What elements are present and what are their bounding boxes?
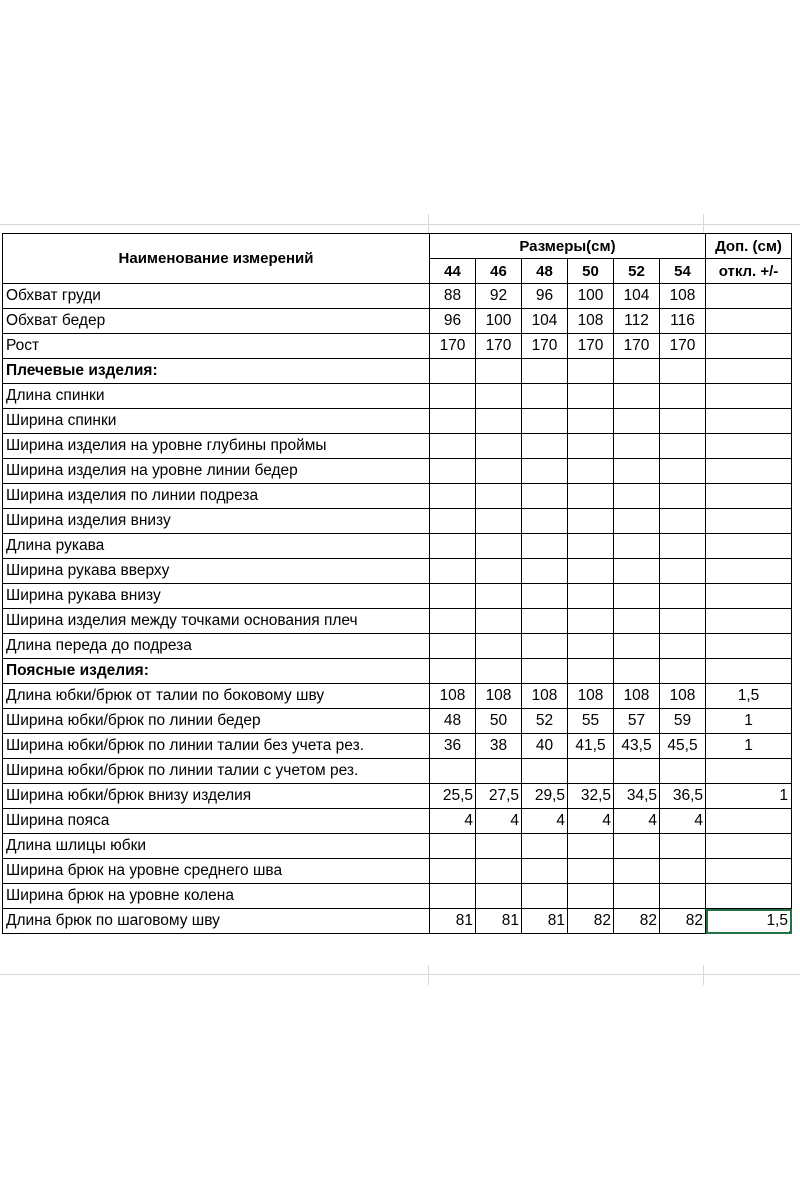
gridline [703, 214, 704, 233]
size-value-cell[interactable] [476, 834, 522, 859]
size-value-cell[interactable] [660, 409, 706, 434]
size-value-cell[interactable] [660, 359, 706, 384]
size-value-cell[interactable] [522, 459, 568, 484]
size-value-cell[interactable]: 32,5 [568, 784, 614, 809]
deviation-cell[interactable] [706, 659, 792, 684]
measurement-name-cell[interactable]: Обхват груди [3, 284, 430, 309]
table-row [3, 734, 792, 759]
deviation-cell[interactable] [706, 284, 792, 309]
size-value-cell[interactable] [660, 559, 706, 584]
size-value-cell[interactable] [476, 859, 522, 884]
table-row [3, 409, 792, 434]
size-value-cell[interactable] [660, 884, 706, 909]
gridline [703, 965, 704, 985]
size-value-cell[interactable] [430, 559, 476, 584]
table-row [3, 784, 792, 809]
deviation-cell[interactable] [706, 434, 792, 459]
table-row [3, 534, 792, 559]
size-value-cell[interactable] [614, 434, 660, 459]
deviation-cell[interactable]: 1 [706, 784, 792, 809]
table-row [3, 309, 792, 334]
measurement-name-cell[interactable]: Ширина рукава вверху [3, 559, 430, 584]
measurement-name-cell[interactable]: Обхват бедер [3, 309, 430, 334]
size-value-cell[interactable] [522, 834, 568, 859]
size-value-cell[interactable] [430, 859, 476, 884]
size-value-cell[interactable]: 81 [430, 909, 476, 934]
size-header[interactable]: 50 [568, 259, 614, 284]
measurement-name-cell[interactable]: Ширина юбки/брюк по линии талии с учетом рез. [3, 759, 430, 784]
size-value-cell[interactable] [476, 634, 522, 659]
section-row [3, 659, 792, 684]
size-value-cell[interactable]: 104 [522, 309, 568, 334]
size-value-cell[interactable] [476, 484, 522, 509]
size-value-cell[interactable] [430, 884, 476, 909]
deviation-cell[interactable]: 1,5 [706, 684, 792, 709]
size-value-cell[interactable] [430, 759, 476, 784]
deviation-cell[interactable] [706, 334, 792, 359]
size-value-cell[interactable] [476, 359, 522, 384]
size-value-cell[interactable] [430, 509, 476, 534]
measurement-name-header[interactable]: Наименование измерений [3, 234, 430, 284]
size-value-cell[interactable]: 82 [660, 909, 706, 934]
size-value-cell[interactable] [614, 384, 660, 409]
table-row [3, 559, 792, 584]
section-row [3, 359, 792, 384]
size-value-cell[interactable] [660, 759, 706, 784]
measurement-name-cell[interactable]: Ширина изделия на уровне глубины проймы [3, 434, 430, 459]
size-value-cell[interactable] [476, 409, 522, 434]
deviation-cell[interactable] [706, 534, 792, 559]
deviation-cell[interactable] [706, 484, 792, 509]
size-value-cell[interactable] [660, 384, 706, 409]
size-value-cell[interactable] [430, 609, 476, 634]
size-value-cell[interactable] [614, 534, 660, 559]
size-value-cell[interactable] [568, 659, 614, 684]
size-value-cell[interactable]: 108 [476, 684, 522, 709]
measurement-name-cell[interactable]: Ширина юбки/брюк по линии талии без учета рез. [3, 734, 430, 759]
size-value-cell[interactable]: 4 [522, 809, 568, 834]
measurement-name-cell[interactable]: Ширина брюк на уровне колена [3, 884, 430, 909]
size-value-cell[interactable]: 108 [522, 684, 568, 709]
size-value-cell[interactable] [430, 584, 476, 609]
deviation-cell[interactable]: 1 [706, 734, 792, 759]
size-value-cell[interactable] [568, 634, 614, 659]
size-value-cell[interactable] [430, 484, 476, 509]
size-value-cell[interactable]: 170 [522, 334, 568, 359]
measurement-name-cell[interactable]: Ширина пояса [3, 809, 430, 834]
table-row [3, 684, 792, 709]
size-value-cell[interactable] [522, 484, 568, 509]
size-value-cell[interactable] [614, 559, 660, 584]
measurement-name-cell[interactable]: Ширина изделия на уровне линии бедер [3, 459, 430, 484]
size-value-cell[interactable]: 170 [476, 334, 522, 359]
size-value-cell[interactable] [660, 459, 706, 484]
size-value-cell[interactable] [522, 534, 568, 559]
size-value-cell[interactable] [660, 859, 706, 884]
measurement-name-cell[interactable]: Длина спинки [3, 384, 430, 409]
size-chart-table [2, 233, 792, 934]
measurement-name-cell[interactable]: Рост [3, 334, 430, 359]
size-value-cell[interactable] [568, 884, 614, 909]
measurement-name-cell[interactable]: Длина шлицы юбки [3, 834, 430, 859]
size-value-cell[interactable] [568, 359, 614, 384]
size-value-cell[interactable] [614, 509, 660, 534]
measurement-name-cell[interactable]: Ширина изделия внизу [3, 509, 430, 534]
size-value-cell[interactable] [568, 559, 614, 584]
size-value-cell[interactable]: 82 [614, 909, 660, 934]
size-value-cell[interactable] [522, 634, 568, 659]
size-value-cell[interactable]: 108 [660, 284, 706, 309]
size-value-cell[interactable]: 50 [476, 709, 522, 734]
measurement-name-cell[interactable]: Ширина рукава внизу [3, 584, 430, 609]
size-value-cell[interactable]: 108 [568, 309, 614, 334]
size-value-cell[interactable]: 170 [430, 334, 476, 359]
size-value-cell[interactable] [614, 359, 660, 384]
sizes-header[interactable]: Размеры(см) [430, 234, 706, 259]
fill-handle[interactable] [789, 931, 792, 934]
size-value-cell[interactable]: 100 [568, 284, 614, 309]
size-value-cell[interactable]: 57 [614, 709, 660, 734]
table-row [3, 459, 792, 484]
size-value-cell[interactable] [522, 434, 568, 459]
size-value-cell[interactable]: 38 [476, 734, 522, 759]
deviation-cell[interactable] [706, 584, 792, 609]
size-value-cell[interactable] [430, 359, 476, 384]
size-value-cell[interactable] [430, 834, 476, 859]
size-value-cell[interactable]: 108 [430, 684, 476, 709]
size-value-cell[interactable]: 55 [568, 709, 614, 734]
size-value-cell[interactable] [522, 409, 568, 434]
size-header[interactable]: 52 [614, 259, 660, 284]
size-value-cell[interactable]: 4 [660, 809, 706, 834]
size-header[interactable]: 54 [660, 259, 706, 284]
table-body [3, 234, 792, 934]
size-value-cell[interactable] [660, 434, 706, 459]
size-value-cell[interactable] [522, 384, 568, 409]
measurement-name-cell[interactable]: Длина юбки/брюк от талии по боковому шву [3, 684, 430, 709]
table-row [3, 709, 792, 734]
table-row [3, 484, 792, 509]
size-value-cell[interactable]: 108 [614, 684, 660, 709]
size-value-cell[interactable] [660, 634, 706, 659]
measurement-name-cell[interactable]: Длина рукава [3, 534, 430, 559]
size-value-cell[interactable]: 43,5 [614, 734, 660, 759]
size-value-cell[interactable]: 170 [660, 334, 706, 359]
size-value-cell[interactable] [430, 409, 476, 434]
measurement-name-cell[interactable]: Ширина изделия по линии подреза [3, 484, 430, 509]
size-value-cell[interactable]: 4 [476, 809, 522, 834]
size-value-cell[interactable] [430, 434, 476, 459]
selected-deviation-cell[interactable] [706, 909, 792, 934]
deviation-cell[interactable] [706, 759, 792, 784]
size-value-cell[interactable]: 48 [430, 709, 476, 734]
table-row [3, 384, 792, 409]
size-value-cell[interactable] [614, 634, 660, 659]
size-value-cell[interactable]: 4 [614, 809, 660, 834]
table-row [3, 634, 792, 659]
size-header[interactable]: 46 [476, 259, 522, 284]
header-row-1 [3, 234, 792, 259]
measurement-name-cell[interactable]: Ширина брюк на уровне среднего шва [3, 859, 430, 884]
size-value-cell[interactable] [522, 509, 568, 534]
deviation-cell[interactable] [706, 609, 792, 634]
table-row [3, 759, 792, 784]
size-value-cell[interactable] [476, 459, 522, 484]
size-value-cell[interactable]: 45,5 [660, 734, 706, 759]
gridline [0, 224, 800, 225]
size-value-cell[interactable] [568, 484, 614, 509]
size-value-cell[interactable] [568, 459, 614, 484]
size-value-cell[interactable]: 4 [430, 809, 476, 834]
size-value-cell[interactable] [476, 509, 522, 534]
size-value-cell[interactable] [476, 659, 522, 684]
table-row [3, 834, 792, 859]
size-value-cell[interactable] [660, 609, 706, 634]
size-value-cell[interactable] [660, 584, 706, 609]
size-value-cell[interactable]: 82 [568, 909, 614, 934]
size-value-cell[interactable]: 81 [522, 909, 568, 934]
size-header[interactable]: 48 [522, 259, 568, 284]
gridline [0, 974, 800, 975]
size-value-cell[interactable] [522, 359, 568, 384]
size-value-cell[interactable] [660, 834, 706, 859]
size-value-cell[interactable] [522, 859, 568, 884]
table-row [3, 509, 792, 534]
deviation-cell[interactable] [706, 884, 792, 909]
size-value-cell[interactable]: 27,5 [476, 784, 522, 809]
size-value-cell[interactable] [568, 384, 614, 409]
size-value-cell[interactable] [522, 759, 568, 784]
size-value-cell[interactable] [476, 534, 522, 559]
size-value-cell[interactable]: 4 [568, 809, 614, 834]
size-value-cell[interactable] [568, 859, 614, 884]
deviation-cell[interactable] [706, 309, 792, 334]
size-value-cell[interactable]: 88 [430, 284, 476, 309]
size-value-cell[interactable] [660, 659, 706, 684]
size-value-cell[interactable] [476, 884, 522, 909]
measurement-name-cell[interactable]: Длина брюк по шаговому шву [3, 909, 430, 934]
size-value-cell[interactable] [522, 609, 568, 634]
deviation-subheader[interactable]: откл. +/- [706, 259, 792, 284]
size-value-cell[interactable]: 92 [476, 284, 522, 309]
size-value-cell[interactable] [614, 659, 660, 684]
table-row [3, 609, 792, 634]
size-value-cell[interactable] [476, 559, 522, 584]
deviation-header[interactable]: Доп. (см) [706, 234, 792, 259]
size-value-cell[interactable] [522, 584, 568, 609]
size-value-cell[interactable] [568, 834, 614, 859]
gridline [428, 214, 429, 233]
deviation-value: 1,5 [766, 912, 788, 930]
size-value-cell[interactable] [476, 584, 522, 609]
measurement-name-cell[interactable]: Ширина юбки/брюк внизу изделия [3, 784, 430, 809]
size-value-cell[interactable]: 59 [660, 709, 706, 734]
size-value-cell[interactable] [476, 759, 522, 784]
section-title-cell[interactable]: Плечевые изделия: [3, 359, 430, 384]
size-value-cell[interactable] [614, 859, 660, 884]
size-value-cell[interactable]: 81 [476, 909, 522, 934]
size-value-cell[interactable]: 112 [614, 309, 660, 334]
deviation-cell[interactable]: 1 [706, 709, 792, 734]
deviation-cell[interactable] [706, 559, 792, 584]
size-value-cell[interactable] [614, 484, 660, 509]
size-value-cell[interactable] [476, 384, 522, 409]
size-value-cell[interactable]: 170 [614, 334, 660, 359]
size-value-cell[interactable] [568, 434, 614, 459]
size-value-cell[interactable]: 36,5 [660, 784, 706, 809]
size-value-cell[interactable] [568, 409, 614, 434]
deviation-cell[interactable] [706, 634, 792, 659]
size-value-cell[interactable] [614, 609, 660, 634]
size-value-cell[interactable] [568, 759, 614, 784]
table-row [3, 434, 792, 459]
deviation-cell[interactable] [706, 459, 792, 484]
table-row [3, 334, 792, 359]
size-value-cell[interactable] [430, 459, 476, 484]
deviation-cell[interactable] [706, 359, 792, 384]
section-title-cell[interactable]: Поясные изделия: [3, 659, 430, 684]
table-row [3, 809, 792, 834]
size-value-cell[interactable] [430, 659, 476, 684]
size-value-cell[interactable] [614, 459, 660, 484]
deviation-cell[interactable] [706, 859, 792, 884]
size-value-cell[interactable]: 36 [430, 734, 476, 759]
size-value-cell[interactable] [568, 584, 614, 609]
deviation-cell[interactable] [706, 834, 792, 859]
gridline [428, 965, 429, 985]
size-value-cell[interactable] [430, 634, 476, 659]
table-row [3, 584, 792, 609]
size-value-cell[interactable] [568, 609, 614, 634]
measurement-name-cell[interactable]: Ширина изделия между точками основания плеч [3, 609, 430, 634]
deviation-cell[interactable] [706, 384, 792, 409]
size-value-cell[interactable] [660, 509, 706, 534]
size-value-cell[interactable]: 40 [522, 734, 568, 759]
measurement-name-cell[interactable]: Ширина юбки/брюк по линии бедер [3, 709, 430, 734]
size-value-cell[interactable]: 41,5 [568, 734, 614, 759]
size-value-cell[interactable] [522, 559, 568, 584]
size-value-cell[interactable]: 96 [430, 309, 476, 334]
size-value-cell[interactable] [476, 434, 522, 459]
table-row [3, 884, 792, 909]
size-value-cell[interactable] [660, 484, 706, 509]
size-value-cell[interactable] [430, 384, 476, 409]
size-value-cell[interactable] [614, 409, 660, 434]
size-value-cell[interactable]: 96 [522, 284, 568, 309]
size-value-cell[interactable] [568, 509, 614, 534]
size-value-cell[interactable] [660, 534, 706, 559]
size-value-cell[interactable]: 34,5 [614, 784, 660, 809]
size-value-cell[interactable] [614, 759, 660, 784]
size-value-cell[interactable]: 25,5 [430, 784, 476, 809]
measurement-name-cell[interactable]: Ширина спинки [3, 409, 430, 434]
size-value-cell[interactable]: 100 [476, 309, 522, 334]
table-row [3, 859, 792, 884]
size-value-cell[interactable] [430, 534, 476, 559]
size-value-cell[interactable]: 104 [614, 284, 660, 309]
table-row [3, 284, 792, 309]
size-value-cell[interactable]: 108 [660, 684, 706, 709]
size-value-cell[interactable]: 108 [568, 684, 614, 709]
size-header[interactable]: 44 [430, 259, 476, 284]
size-value-cell[interactable]: 29,5 [522, 784, 568, 809]
deviation-cell[interactable] [706, 409, 792, 434]
size-value-cell[interactable] [476, 609, 522, 634]
table-row [3, 909, 792, 934]
size-value-cell[interactable] [614, 834, 660, 859]
size-value-cell[interactable]: 170 [568, 334, 614, 359]
size-value-cell[interactable] [568, 534, 614, 559]
size-value-cell[interactable] [614, 584, 660, 609]
deviation-cell[interactable] [706, 509, 792, 534]
size-value-cell[interactable]: 116 [660, 309, 706, 334]
size-value-cell[interactable] [614, 884, 660, 909]
deviation-cell[interactable] [706, 809, 792, 834]
size-value-cell[interactable] [522, 659, 568, 684]
size-value-cell[interactable] [522, 884, 568, 909]
measurement-name-cell[interactable]: Длина переда до подреза [3, 634, 430, 659]
size-value-cell[interactable]: 52 [522, 709, 568, 734]
